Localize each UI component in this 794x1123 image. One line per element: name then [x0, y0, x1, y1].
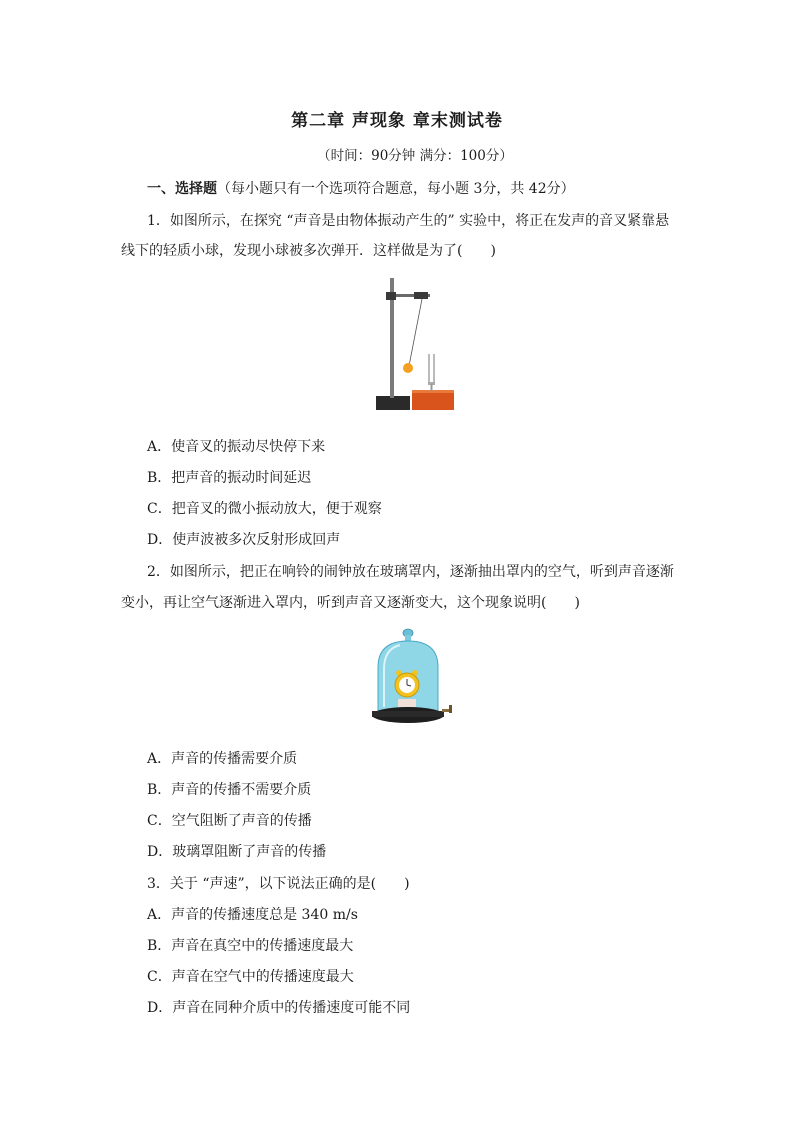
question-2-stem-line1	[147, 561, 674, 581]
section-heading	[147, 178, 575, 198]
resonance-box	[412, 392, 454, 410]
stand-base	[376, 396, 410, 410]
question-text: 线下的轻质小球，发现小球被多次弹开．这样做是为了(	[121, 243, 463, 259]
question-text-end: )	[574, 595, 580, 611]
clock-pad	[398, 699, 416, 707]
question-3-stem	[147, 873, 410, 893]
option-c: C．空气阻断了声音的传播	[147, 813, 312, 829]
question-text-end: )	[404, 876, 410, 892]
question-text: 关于 “声速”，以下说法正确的是(	[169, 876, 377, 892]
question-number: 2．	[147, 564, 170, 580]
tuning-fork-experiment-figure	[372, 272, 458, 418]
option-d: D．玻璃罩阻断了声音的传播	[147, 844, 327, 860]
ball	[403, 363, 413, 373]
clamp	[414, 292, 428, 299]
option-d: D．使声波被多次反射形成回声	[147, 532, 341, 548]
question-text: 如图所示，在探究 “声音是由物体振动产生的” 实验中，将正在发声的音叉紧靠悬	[169, 213, 670, 229]
question-text-end: )	[490, 243, 496, 259]
option-d: D．声音在同种介质中的传播速度可能不同	[147, 1000, 411, 1016]
option-a: A．声音的传播需要介质	[147, 751, 298, 767]
question-2-stem-line2	[121, 592, 580, 612]
clamp	[386, 292, 396, 300]
tuning-fork	[428, 354, 430, 384]
bell-jar-alarm-clock-figure	[370, 627, 456, 727]
section-label: 一、选择题	[147, 181, 217, 197]
exam-meta: （时间：90分钟 满分：100分）	[317, 148, 513, 164]
option-a: A．声音的传播速度总是 340 m/s	[147, 907, 358, 923]
section-note: （每小题只有一个选项符合题意，每小题 3分，共 42分）	[217, 181, 575, 197]
option-a: A．使音叉的振动尽快停下来	[147, 439, 326, 455]
option-b: B．声音在真空中的传播速度最大	[147, 938, 354, 954]
option-c: C．把音叉的微小振动放大，便于观察	[147, 501, 382, 517]
question-number: 3．	[147, 876, 170, 892]
option-c: C．声音在空气中的传播速度最大	[147, 969, 354, 985]
question-1-stem-line1	[147, 210, 669, 230]
option-b: B．把声音的振动时间延迟	[147, 470, 312, 486]
question-1-stem-line2	[121, 240, 496, 260]
option-b: B．声音的传播不需要介质	[147, 782, 312, 798]
question-text: 如图所示，把正在响铃的闹钟放在玻璃罩内，逐渐抽出罩内的空气，听到声音逐渐	[169, 564, 674, 580]
thread	[409, 299, 422, 366]
question-text: 变小，再让空气逐渐进入罩内，听到声音又逐渐变大，这个现象说明(	[121, 595, 547, 611]
question-number: 1．	[147, 213, 170, 229]
page-title: 第二章 声现象 章末测试卷	[291, 111, 503, 131]
